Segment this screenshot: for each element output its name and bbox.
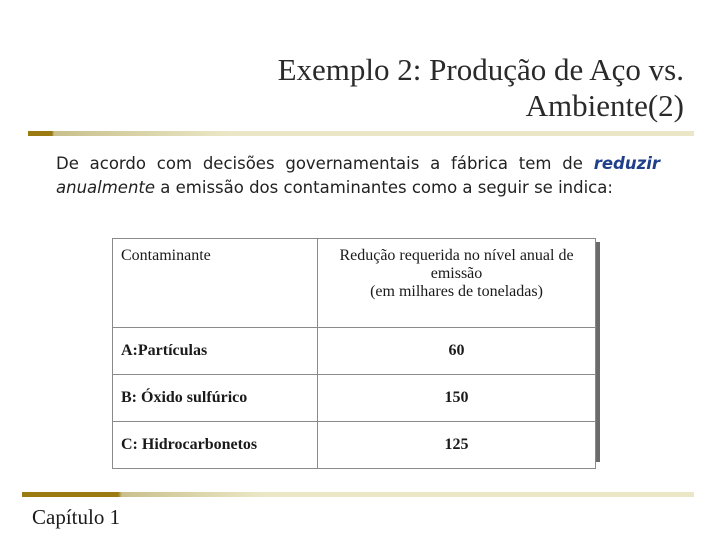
header-reduction <box>318 239 596 328</box>
contaminant-cell: B: Óxido sulfúrico <box>113 375 318 422</box>
emissions-table-container <box>112 238 596 458</box>
intro-italic: anualmente <box>56 178 156 197</box>
slide-title-line-2: Ambiente(2) <box>525 88 684 123</box>
top-divider <box>28 131 694 136</box>
table-row <box>113 328 596 375</box>
reduction-cell: 125 <box>318 422 596 469</box>
contaminant-cell: A:Partículas <box>113 328 318 375</box>
table-header-row <box>113 239 596 328</box>
contaminant-cell: C: Hidrocarbonetos <box>113 422 318 469</box>
header-reduction-label: Redução requerida no nível anual de emissão <box>339 247 574 282</box>
header-reduction-unit: (em milhares de toneladas) <box>370 283 543 300</box>
table-row <box>113 422 596 469</box>
chapter-footer: Capítulo 1 <box>32 505 121 529</box>
intro-emphasis: reduzir <box>593 154 660 173</box>
slide-title <box>124 52 684 124</box>
slide-title-line-1: Exemplo 2: Produção de Aço vs. <box>277 52 684 87</box>
intro-text-start: De acordo com decisões governamentais a fábrica tem de <box>56 154 594 173</box>
intro-paragraph <box>56 152 660 200</box>
header-contaminant: Contaminante <box>113 239 318 328</box>
intro-text-end: a emissão dos contaminantes como a seguir se indica: <box>155 178 613 197</box>
table-row <box>113 375 596 422</box>
reduction-cell: 150 <box>318 375 596 422</box>
bottom-divider <box>22 492 694 497</box>
reduction-cell: 60 <box>318 328 596 375</box>
emissions-table <box>112 238 596 469</box>
